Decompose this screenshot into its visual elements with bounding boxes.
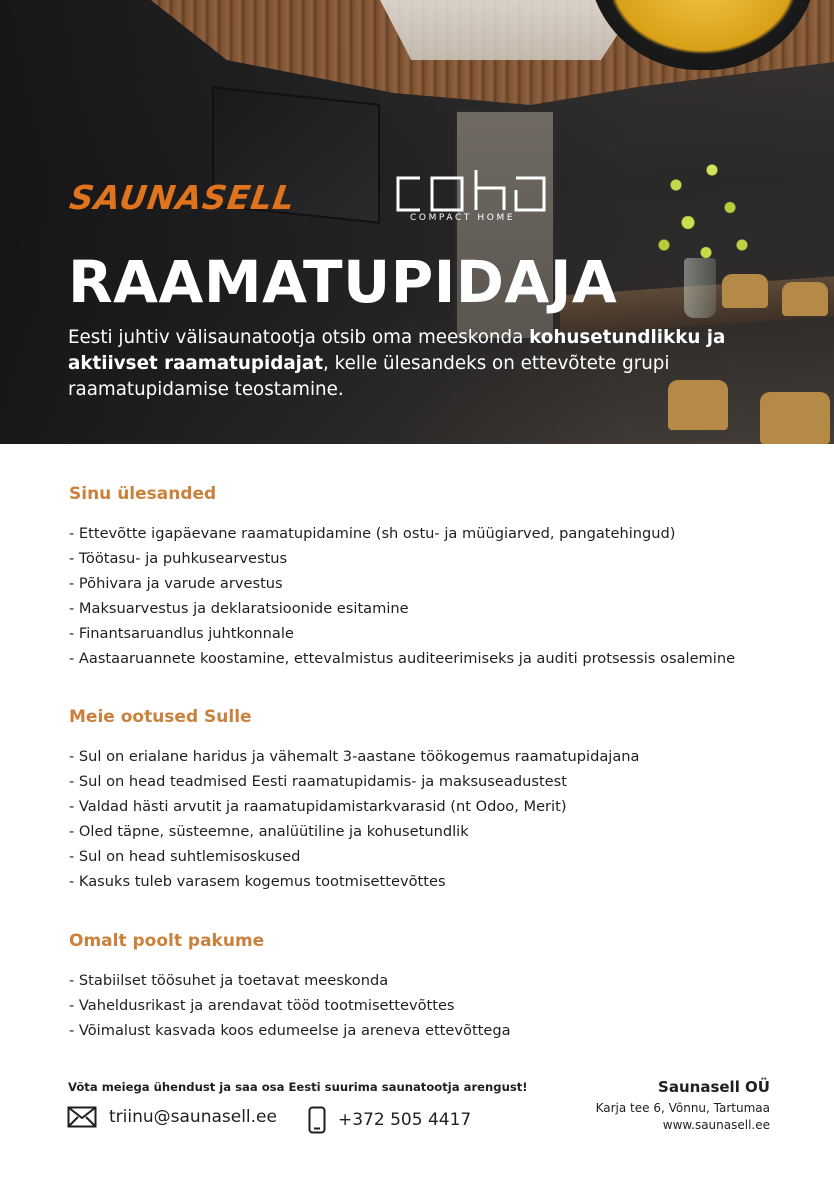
list-item: - Stabiilset töösuhet ja toetavat meeskonda [69, 972, 389, 989]
section-heading: Sinu ülesanded [69, 484, 217, 504]
company-info [596, 1078, 770, 1134]
list-item: - Finantsaruandlus juhtkonnale [69, 625, 294, 642]
coho-logo-mark [392, 170, 552, 214]
saunasell-logo: SAUNASELL [67, 178, 298, 217]
list-item: - Maksuarvestus ja deklaratsioonide esitamine [69, 600, 409, 617]
section-heading: Meie ootused Sulle [69, 707, 252, 727]
hero-chair [782, 282, 828, 316]
hero-vase [684, 258, 716, 318]
list-item: - Aastaaruannete koostamine, ettevalmistus auditeerimiseks ja auditi protsessis osalemine [69, 650, 736, 667]
phone-link[interactable]: +372 505 4417 [338, 1110, 472, 1130]
company-address: Karja tee 6, Võnnu, Tartumaa [595, 1101, 770, 1115]
list-item: - Valdad hästi arvutit ja raamatupidamistarkvarasid (nt Odoo, Merit) [69, 798, 567, 815]
footer-call-to-action: Võta meiega ühendust ja saa osa Eesti suurima saunatootja arengust! [68, 1080, 528, 1094]
section-heading: Omalt poolt pakume [69, 931, 265, 951]
list-item: - Võimalust kasvada koos edumeelse ja areneva ettevõttega [69, 1022, 511, 1039]
hero-chair [760, 392, 830, 444]
list-item: - Sul on head teadmised Eesti raamatupidamis- ja maksuseadustest [69, 773, 567, 790]
coho-tagline: COMPACT HOME [410, 213, 516, 223]
email-link[interactable]: triinu@saunasell.ee [109, 1107, 277, 1127]
expectations-list [69, 744, 789, 894]
company-name: Saunasell OÜ [658, 1078, 770, 1096]
hero-banner [0, 0, 834, 444]
section-tasks [69, 484, 789, 671]
list-item: - Põhivara ja varude arvestus [69, 575, 283, 592]
section-expectations [69, 707, 789, 894]
tasks-list [69, 521, 789, 671]
list-item: - Vaheldusrikast ja arendavat tööd tootmisettevõttes [69, 997, 455, 1014]
contact-email[interactable] [67, 1106, 277, 1128]
contact-phone[interactable] [308, 1106, 471, 1134]
list-item: - Sul on erialane haridus ja vähemalt 3-aastane töökogemus raamatupidajana [69, 748, 640, 765]
list-item: - Ettevõtte igapäevane raamatupidamine (sh ostu- ja müügiarved, pangatehingud) [69, 525, 676, 542]
company-website[interactable]: www.saunasell.ee [662, 1118, 770, 1132]
smartphone-icon [308, 1106, 326, 1134]
intro-text-end: , kelle ülesandeks on ettevõtete grupi raamatupidamise teostamine. [68, 353, 670, 400]
offer-list [69, 968, 789, 1043]
page-title: RAAMATUPIDAJA [68, 248, 618, 316]
intro-text-start: Eesti juhtiv välisaunatootja otsib oma meeskonda [68, 327, 530, 348]
hero-intro [68, 325, 728, 403]
list-item: - Kasuks tuleb varasem kogemus tootmisettevõttes [69, 873, 446, 890]
envelope-icon [67, 1106, 97, 1128]
list-item: - Töötasu- ja puhkusearvestus [69, 550, 288, 567]
list-item: - Oled täpne, süsteemne, analüütiline ja kohusetundlik [69, 823, 469, 840]
intro-text-bold: kohusetundlikku ja aktiivset raamatupidajat [68, 327, 726, 374]
section-offer [69, 931, 789, 1043]
list-item: - Sul on head suhtlemisoskused [69, 848, 301, 865]
